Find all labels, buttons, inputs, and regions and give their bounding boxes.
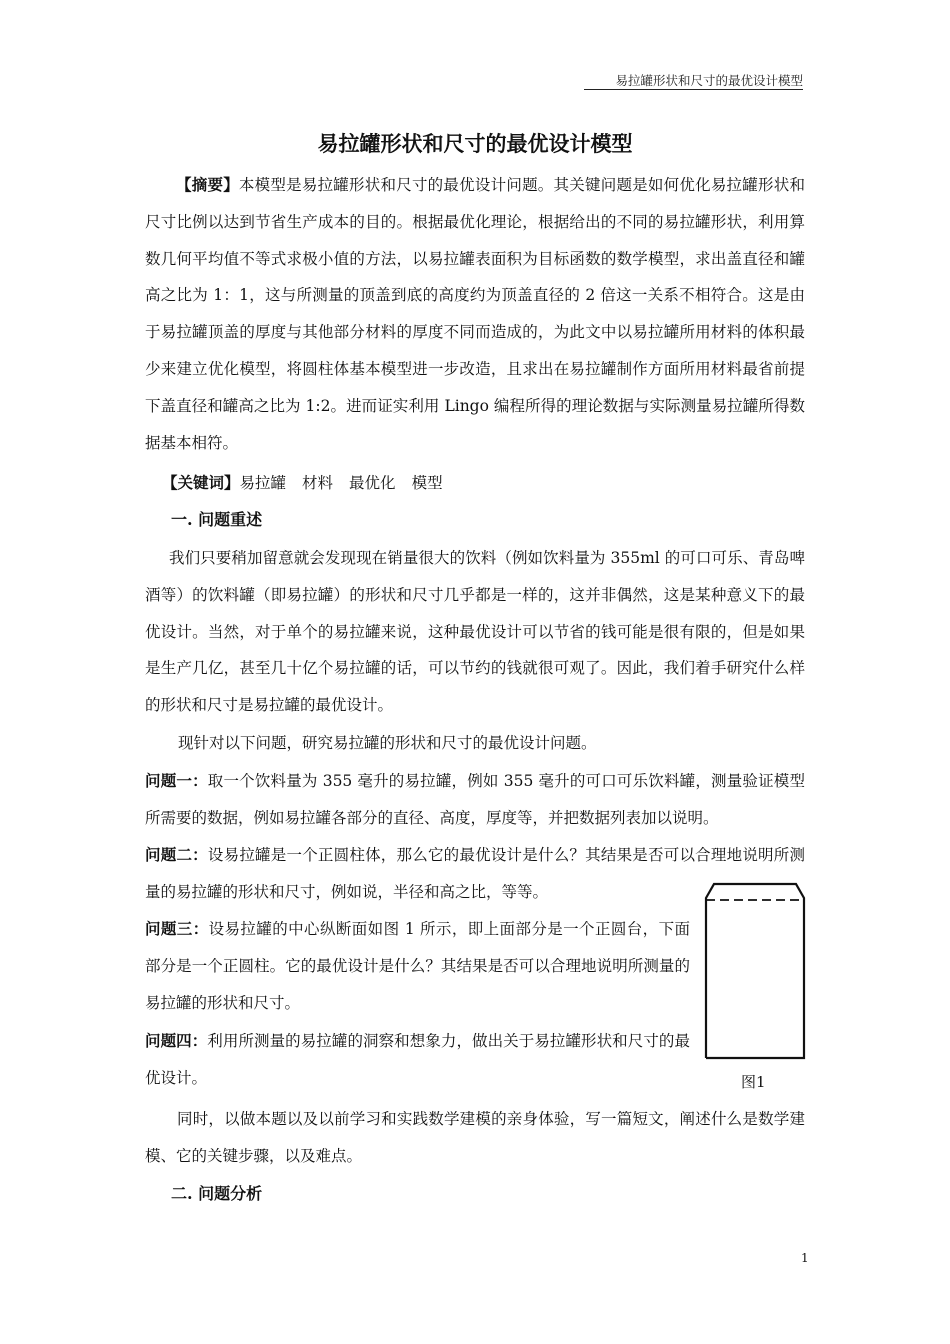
keyword: 易拉罐	[239, 474, 287, 492]
keywords-line	[162, 465, 802, 502]
keywords-label: 【关键词】	[162, 473, 240, 492]
can-outline	[706, 884, 804, 1058]
abstract-text: 本模型是易拉罐形状和尺寸的最优设计问题。其关键问题是如何优化易拉罐形状和尺寸比例以达到节省生产成本的目的。根据最优化理论，根据给出的不同的易拉罐形状，利用算数几何平均值不等式求极小值的方法，以易拉罐表面积为目标函数的数学模型，求出盖直径和罐高之比为 1：1，这与所测量的顶盖到底的高度约为顶盖直径的 2 倍这一关系不相符合。这是由于易拉罐顶盖的厚度与其他部分材料的厚度不同而造成的，为此文中以易拉罐所用材料的体积最少来建立优化模型，将圆柱体基本模型进一步改造，且求出在易拉罐制作方面所用材料最省前提下盖直径和罐高之比为 1:2。进而证实利用 Lingo 编程所得的理论数据与实际测量易拉罐所得数据基本相符。	[145, 176, 805, 452]
can-cross-section-figure	[700, 880, 810, 1060]
keyword: 最优化	[349, 474, 396, 492]
section-heading-2: 二. 问题分析	[171, 1184, 263, 1203]
running-header: 易拉罐形状和尺寸的最优设计模型	[615, 73, 803, 88]
question-2-label: 问题二：	[145, 845, 208, 864]
section1-closing: 同时，以做本题以及以前学习和实践数学建模的亲身体验，写一篇短文，阐述什么是数学建模、它的关键步骤，以及难点。	[145, 1110, 805, 1165]
question-4	[145, 1023, 690, 1097]
abstract-paragraph	[145, 167, 805, 461]
question-3-label: 问题三：	[145, 919, 209, 938]
figure-caption: 图1	[741, 1073, 766, 1091]
page-number: 1	[801, 1251, 809, 1265]
question-2-text: 设易拉罐是一个正圆柱体，那么它的最优设计是什么？其结果是否可以合理地说明所测量的易拉罐的形状和尺寸，例如说，半径和高之比，等等。	[145, 846, 805, 901]
question-4-text: 利用所测量的易拉罐的洞察和想象力，做出关于易拉罐形状和尺寸的最优设计。	[145, 1032, 690, 1087]
question-1	[145, 763, 805, 837]
question-3-text: 设易拉罐的中心纵断面如图 1 所示，即上面部分是一个正圆台，下面部分是一个正圆柱。它的最优设计是什么？其结果是否可以合理地说明所测量的易拉罐的形状和尺寸。	[145, 920, 690, 1012]
question-3	[145, 911, 690, 1021]
question-1-text: 取一个饮料量为 355 毫升的易拉罐，例如 355 毫升的可口可乐饮料罐，测量验证模型所需要的数据，例如易拉罐各部分的直径、高度，厚度等，并把数据列表加以说明。	[145, 772, 805, 827]
keyword: 模型	[411, 474, 443, 492]
section-heading-1: 一. 问题重述	[171, 510, 263, 529]
header-rule	[584, 89, 803, 90]
section1-lead: 现针对以下问题，研究易拉罐的形状和尺寸的最优设计问题。	[178, 734, 597, 752]
question-1-label: 问题一：	[145, 771, 208, 790]
question-4-label: 问题四：	[145, 1031, 208, 1050]
keyword: 材料	[302, 474, 334, 492]
section1-intro: 我们只要稍加留意就会发现现在销量很大的饮料（例如饮料量为 355ml 的可口可乐、青岛啤酒等）的饮料罐（即易拉罐）的形状和尺寸几乎都是一样的，这并非偶然，这是某种意义下的最优设计。当然，对于单个的易拉罐来说，这种最优设计可以节省的钱可能是很有限的，但是如果是生产几亿，甚至几十亿个易拉罐的话，可以节约的钱就很可观了。因此，我们着手研究什么样的形状和尺寸是易拉罐的最优设计。	[145, 549, 805, 715]
paper-title: 易拉罐形状和尺寸的最优设计模型	[317, 131, 633, 156]
abstract-label: 【摘要】	[176, 175, 239, 194]
